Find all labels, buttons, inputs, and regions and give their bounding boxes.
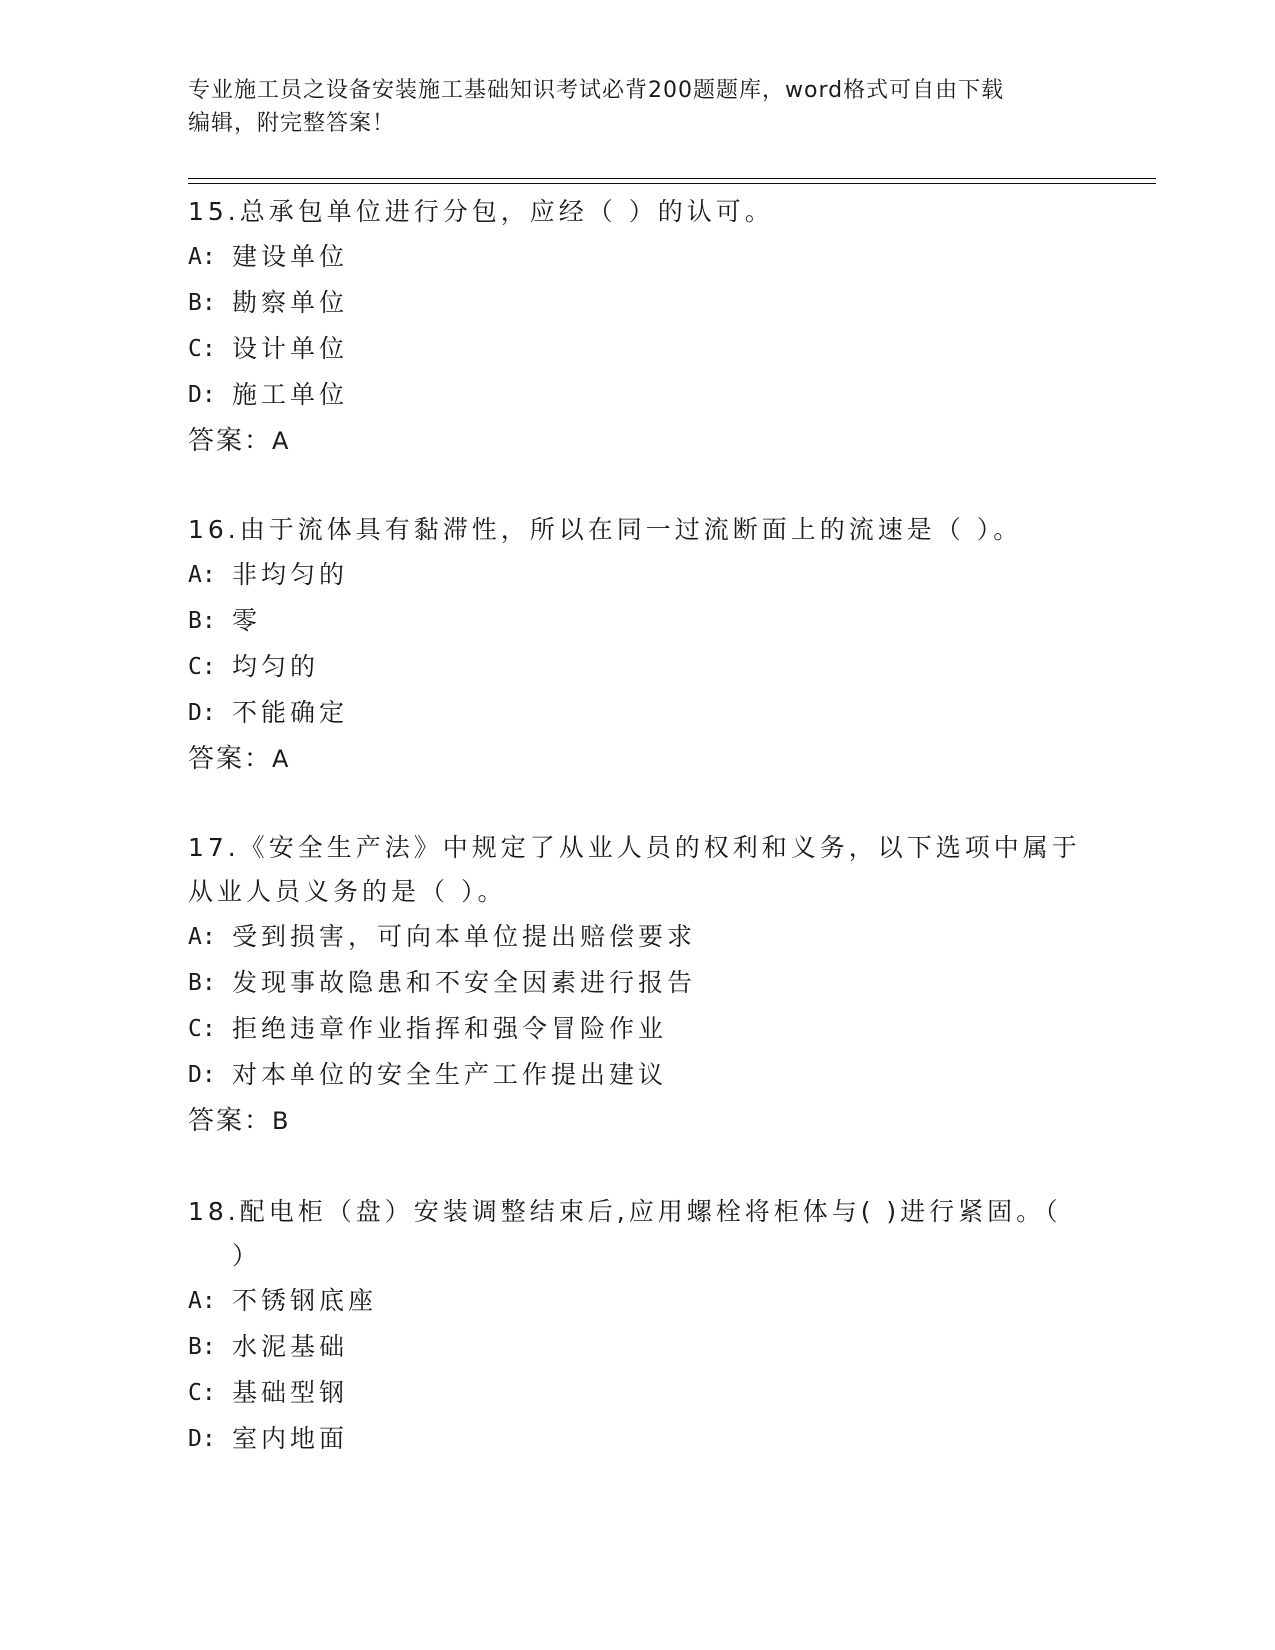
answer-value: A (272, 745, 289, 773)
option-letter: C: (188, 1016, 216, 1042)
answer-value: B (272, 1107, 289, 1135)
option-a (188, 914, 1088, 960)
option-text: 建设单位 (232, 242, 349, 271)
question-stem-line-1: 17.《安全生产法》中规定了从业人员的权利和义务，以下选项中属于 (188, 833, 1081, 862)
option-letter: A: (188, 244, 216, 270)
answer-label: 答案： (188, 744, 273, 774)
option-text: 拒绝违章作业指挥和强令冒险作业 (232, 1014, 668, 1043)
document-header (188, 74, 1088, 140)
option-letter: B: (188, 608, 216, 634)
option-b (188, 598, 1088, 644)
option-b (188, 280, 1088, 326)
option-letter: D: (188, 1062, 216, 1088)
answer-line (188, 418, 1088, 464)
option-letter: B: (188, 290, 216, 316)
option-d (188, 1052, 1088, 1098)
question-stem-line-1: 18.配电柜（盘）安装调整结束后,应用螺栓将柜体与( )进行紧固。（ (188, 1197, 1062, 1226)
question-16 (188, 508, 1088, 782)
option-text: 设计单位 (232, 334, 349, 363)
answer-value: A (272, 427, 289, 455)
question-stem: 16.由于流体具有黏滞性，所以在同一过流断面上的流速是（ ）。 (188, 515, 1023, 544)
question-stem-line-2: ） (232, 1241, 262, 1270)
option-b (188, 960, 1088, 1006)
option-letter: D: (188, 1426, 216, 1452)
header-line-1: 专业施工员之设备安装施工基础知识考试必背200题题库，word格式可自由下载 (188, 78, 1005, 103)
option-a (188, 234, 1088, 280)
answer-label: 答案： (188, 1106, 273, 1136)
header-line-2: 编辑，附完整答案！ (188, 111, 396, 136)
question-stem (188, 826, 1088, 914)
option-d (188, 690, 1088, 736)
header-divider-bottom (188, 183, 1156, 184)
option-letter: B: (188, 1334, 216, 1360)
question-18 (188, 1190, 1088, 1462)
option-letter: C: (188, 1380, 216, 1406)
option-c (188, 1370, 1088, 1416)
option-letter: A: (188, 924, 216, 950)
option-c (188, 326, 1088, 372)
option-text: 受到损害，可向本单位提出赔偿要求 (232, 922, 697, 951)
answer-line (188, 1098, 1088, 1144)
option-letter: C: (188, 336, 216, 362)
option-text: 基础型钢 (232, 1378, 349, 1407)
option-a (188, 552, 1088, 598)
option-d (188, 372, 1088, 418)
option-text: 不能确定 (232, 698, 349, 727)
option-text: 室内地面 (232, 1424, 349, 1453)
option-d (188, 1416, 1088, 1462)
option-c (188, 1006, 1088, 1052)
option-text: 勘察单位 (232, 288, 349, 317)
question-17 (188, 826, 1088, 1144)
option-text: 均匀的 (232, 652, 320, 681)
option-c (188, 644, 1088, 690)
option-letter: A: (188, 562, 216, 588)
option-letter: D: (188, 700, 216, 726)
option-text: 对本单位的安全生产工作提出建议 (232, 1060, 668, 1089)
option-a (188, 1278, 1088, 1324)
option-letter: D: (188, 382, 216, 408)
option-text: 非均匀的 (232, 560, 349, 589)
header-divider-top (188, 178, 1156, 179)
option-b (188, 1324, 1088, 1370)
answer-label: 答案： (188, 426, 273, 456)
question-stem (188, 1190, 1088, 1278)
option-text: 零 (232, 606, 262, 635)
option-text: 施工单位 (232, 380, 349, 409)
option-letter: A: (188, 1288, 216, 1314)
option-text: 发现事故隐患和不安全因素进行报告 (232, 968, 697, 997)
answer-line (188, 736, 1088, 782)
option-letter: B: (188, 970, 216, 996)
question-stem: 15.总承包单位进行分包，应经（ ）的认可。 (188, 197, 774, 226)
question-15 (188, 190, 1088, 464)
question-stem-line-2: 从业人员义务的是（ ）。 (188, 877, 507, 906)
option-text: 不锈钢底座 (232, 1286, 378, 1315)
option-letter: C: (188, 654, 216, 680)
option-text: 水泥基础 (232, 1332, 349, 1361)
